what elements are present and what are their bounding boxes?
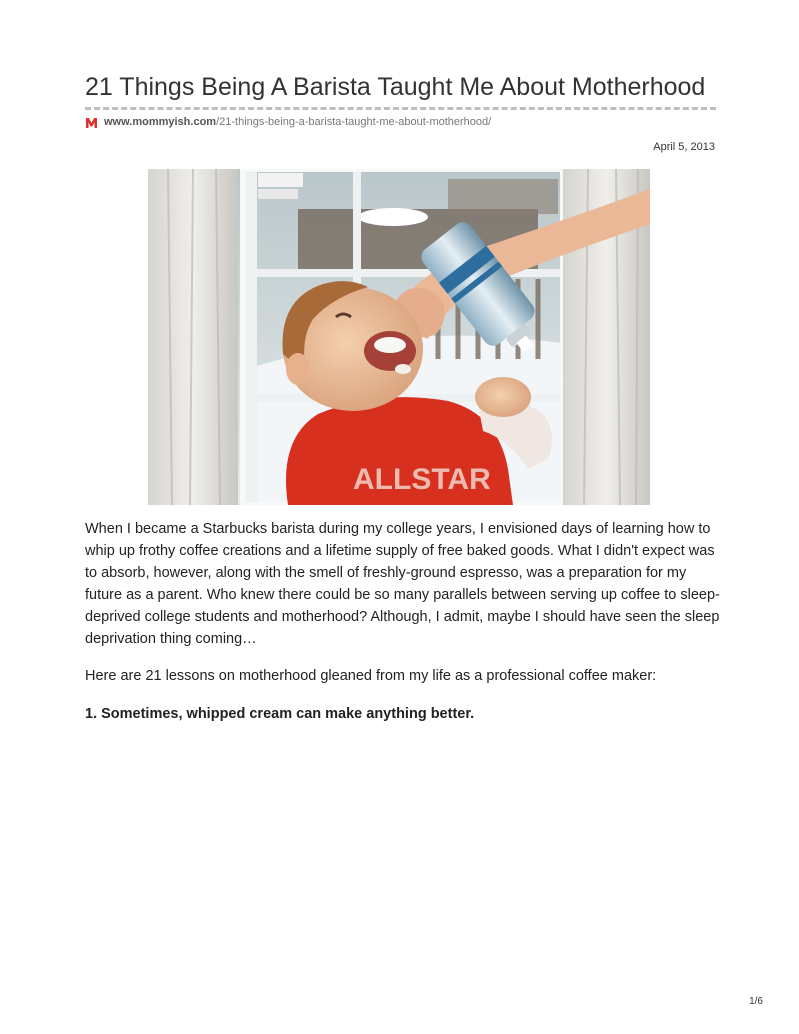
intro-paragraph: When I became a Starbucks barista during my college years, I envisioned days of learning how to whip up frothy coffee creations and a lifetime supply of free baked goods. What I didn't expect was to absorb, however, along with the smell of freshly-ground espresso, was a preparation for my future as a parent. Who knew there could be so many parallels between serving up coffee to sleep-deprived college students and motherhood? Although, I admit, maybe I should have seen the sleep deprivation thing coming…: [85, 521, 720, 647]
shirt-text: ALLSTAR: [353, 463, 491, 496]
source-path: /21-things-being-a-barista-taught-me-about-motherhood/: [216, 116, 492, 128]
lessons-intro-paragraph: Here are 21 lessons on motherhood gleaned from my life as a professional coffee maker:: [85, 668, 657, 684]
source-domain: www.mommyish.com: [104, 116, 217, 128]
publish-date: April 5, 2013: [653, 141, 715, 153]
page-number: 1/6: [749, 996, 763, 1007]
lesson-1-heading: 1. Sometimes, whipped cream can make anything better.: [85, 706, 475, 722]
source-url[interactable]: [85, 114, 491, 130]
mommyish-m-icon: [85, 116, 98, 129]
title-divider: [85, 107, 716, 110]
baby-whipped-cream-photo: [148, 169, 650, 505]
article-title: 21 Things Being A Barista Taught Me About Motherhood: [85, 73, 706, 101]
article-photo: [148, 169, 650, 505]
